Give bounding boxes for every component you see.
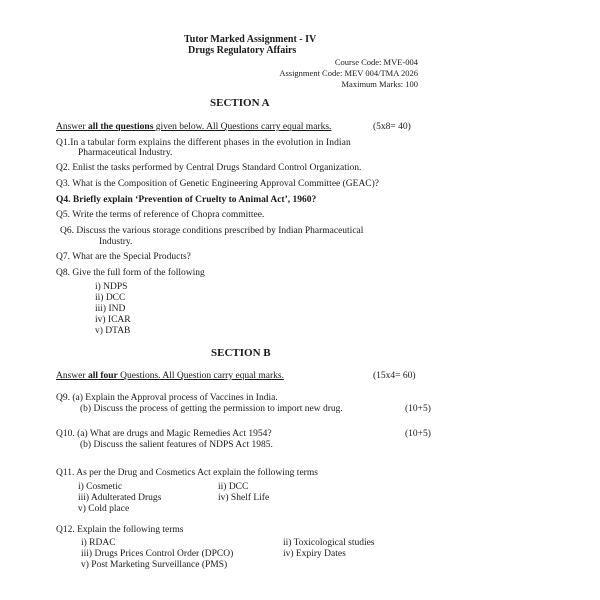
q11-term: ii) DCC xyxy=(218,482,249,492)
instruction-suffix: Questions. All Question carry equal marks. xyxy=(117,371,284,381)
question-9a: Q9. (a) Explain the Approval process of Vaccines in India. xyxy=(56,393,278,403)
q12-term: i) RDAC xyxy=(81,538,116,548)
q8-item: v) DTAB xyxy=(95,326,131,336)
q11-term: i) Cosmetic xyxy=(78,482,123,492)
q8-item: i) NDPS xyxy=(95,282,128,292)
q11-term: v) Cold place xyxy=(78,504,130,514)
question-9b: (b) Discuss the process of getting the permission to import new drug. xyxy=(80,404,343,414)
instruction-prefix: Answer xyxy=(56,371,88,381)
question-10a: Q10. (a) What are drugs and Magic Remedies Act 1954? xyxy=(56,429,272,439)
question-1-line-1: Q1.In a tabular form explains the different phases in the evolution in Indian xyxy=(56,138,351,148)
q11-term: iii) Adulterated Drugs xyxy=(78,493,162,503)
q12-term: ii) Toxicological studies xyxy=(283,538,375,548)
question-12: Q12. Explain the following terms xyxy=(56,525,184,535)
question-10-marks: (10+5) xyxy=(405,429,431,439)
question-10b: (b) Discuss the salient features of NDPS Act 1985. xyxy=(80,440,273,450)
question-2: Q2. Enlist the tasks performed by Central Drugs Standard Control Organization. xyxy=(56,163,362,173)
question-3: Q3. What is the Composition of Genetic Engineering Approval Committee (GEAC)? xyxy=(56,179,380,189)
course-code: Course Code: MVE-004 xyxy=(334,57,418,67)
q12-term: iii) Drugs Prices Control Order (DPCO) xyxy=(81,549,234,559)
question-8: Q8. Give the full form of the following xyxy=(56,268,205,278)
max-marks: Maximum Marks: 100 xyxy=(341,79,418,89)
q8-item: ii) DCC xyxy=(95,293,126,303)
question-6-line-2: Industry. xyxy=(99,237,133,247)
instruction-suffix: given below. All Questions carry equal marks. xyxy=(153,122,332,132)
question-4: Q4. Briefly explain ‘Prevention of Cruelty to Animal Act’, 1960? xyxy=(56,195,317,205)
q12-term: v) Post Marketing Surveillance (PMS) xyxy=(81,560,228,570)
question-6-line-1: Q6. Discuss the various storage conditions prescribed by Indian Pharmaceutical xyxy=(60,226,364,236)
question-11: Q11. As per the Drug and Cosmetics Act explain the following terms xyxy=(56,468,318,478)
instruction-bold: all four xyxy=(87,371,118,381)
q8-item: iv) ICAR xyxy=(95,315,131,325)
section-b-title: SECTION B xyxy=(211,347,271,359)
question-5: Q5. Write the terms of reference of Chopra committee. xyxy=(56,210,265,220)
assignment-title: Tutor Marked Assignment - IV xyxy=(184,34,317,45)
section-b-marks: (15x4= 60) xyxy=(373,371,416,381)
section-a-title: SECTION A xyxy=(210,97,270,109)
q8-item: iii) IND xyxy=(95,304,126,314)
assignment-code: Assignment Code: MEV 004/TMA 2026 xyxy=(279,68,418,78)
question-9-marks: (10+5) xyxy=(405,404,431,414)
section-a-instruction xyxy=(56,122,331,133)
q12-term: iv) Expiry Dates xyxy=(283,549,346,559)
instruction-prefix: Answer xyxy=(56,122,88,132)
subject-title: Drugs Regulatory Affairs xyxy=(188,45,297,56)
instruction-bold: all the questions xyxy=(87,122,154,132)
section-a-marks: (5x8= 40) xyxy=(373,122,411,132)
question-7: Q7. What are the Special Products? xyxy=(56,252,191,262)
q11-term: iv) Shelf Life xyxy=(218,493,270,503)
section-b-instruction xyxy=(56,371,284,382)
question-1-line-2: Pharmaceutical Industry. xyxy=(78,148,173,158)
